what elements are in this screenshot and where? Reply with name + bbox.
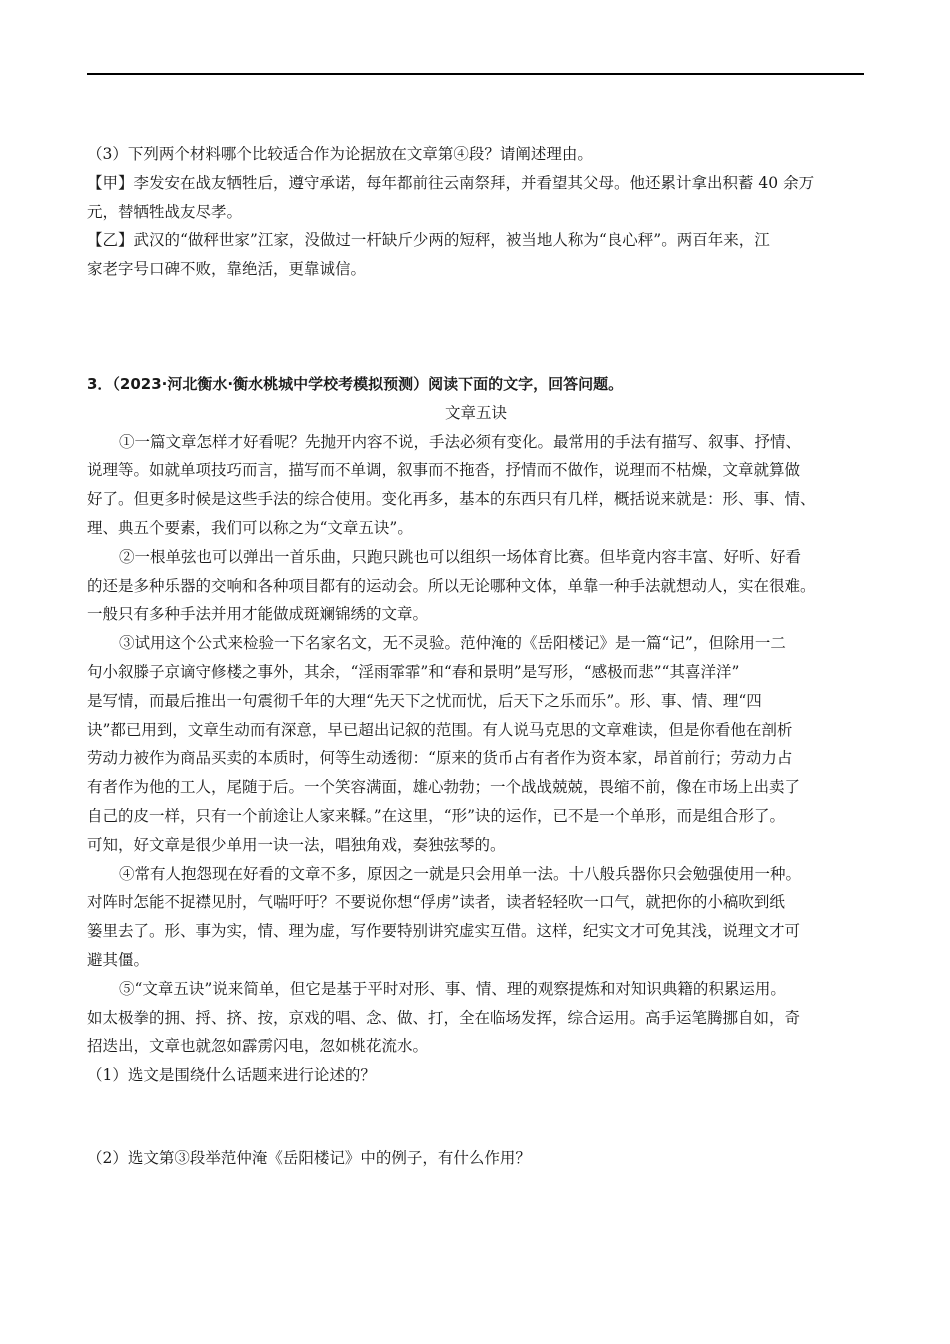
paragraph-line: 招迭出，文章也就忽如霹雳闪电，忽如桃花流水。 — [87, 1037, 429, 1056]
material-b-line-2: 家老字号口碑不败，靠绝活，更靠诚信。 — [87, 260, 367, 279]
document-body — [87, 140, 865, 1173]
paragraph-line: 篓里去了。形、事为实，情、理为虚，写作要特别讲究虚实互借。这样，纪实文才可免其浅，说理文才可 — [87, 922, 801, 941]
paragraph-line: 有者作为他的工人，尾随于后。一个笑容满面，雄心勃勃；一个战战兢兢，畏缩不前，像在市场上出卖了 — [87, 778, 801, 797]
material-a-line-2: 元，替牺牲战友尽孝。 — [87, 202, 243, 221]
paragraph-line: 句小叙滕子京谪守修楼之事外，其余，“淫雨霏霏”和“春和景明”是写形，“感极而悲”“其喜洋洋” — [87, 662, 740, 681]
paragraph-line: 一般只有多种手法并用才能做成斑斓锦绣的文章。 — [87, 605, 429, 624]
paragraph-line: 好了。但更多时候是这些手法的综合使用。变化再多，基本的东西只有几样，概括说来就是：形、事、情、 — [87, 490, 816, 509]
paragraph-line: ③试用这个公式来检验一下名家名文，无不灵验。范仲淹的《岳阳楼记》是一篇“记”，但除用一二 — [119, 634, 786, 653]
paragraph-line: ④常有人抱怨现在好看的文章不多，原因之一就是只会用单一法。十八般兵器你只会勉强使用一种。 — [119, 864, 802, 883]
paragraph-line: ②一根单弦也可以弹出一首乐曲，只跑只跳也可以组织一场体育比赛。但毕竟内容丰富、好听、好看 — [119, 547, 802, 566]
paragraph-line: 是写情，而最后推出一句震彻千年的大理“先天下之忧而忧，后天下之乐而乐”。形、事、情、理“四 — [87, 691, 762, 710]
problem-heading: 3．（2023·河北衡水·衡水桃城中学校考模拟预测）阅读下面的文字，回答问题。 — [87, 374, 624, 393]
paragraph-line: ①一篇文章怎样才好看呢？先抛开内容不说，手法必须有变化。最常用的手法有描写、叙事、抒情、 — [119, 432, 802, 451]
paragraph-line: 理、典五个要素，我们可以称之为“文章五诀”。 — [87, 518, 413, 537]
paragraph-line: 劳动力被作为商品买卖的本质时，何等生动透彻：“原来的货币占有者作为资本家，昂首前行；劳动力占 — [87, 749, 793, 768]
paragraph-1 — [87, 428, 865, 543]
paragraph-2 — [87, 543, 865, 629]
paragraph-5 — [87, 975, 865, 1061]
material-a-line-1: 【甲】李发安在战友牺牲后，遵守承诺，每年都前往云南祭拜，并看望其父母。他还累计拿出积蓄 40 余万 — [87, 173, 815, 192]
previous-question-3 — [87, 140, 865, 284]
sub-question-1: （1）选文是围绕什么话题来进行论述的？ — [87, 1066, 376, 1085]
paragraph-3 — [87, 629, 865, 859]
paragraph-line: 诀”都已用到，文章生动而有深意，早已超出记叙的范围。有人说马克思的文章难读，但是你看他在剖析 — [87, 720, 793, 739]
paragraph-line: ⑤“文章五诀”说来简单，但它是基于平时对形、事、情、理的观察提炼和对知识典籍的积累运用。 — [119, 979, 786, 998]
article-title: 文章五诀 — [444, 403, 507, 422]
paragraph-line: 自己的皮一样，只有一个前途让人家来鞣。”在这里，“形”诀的运作，已不是一个单形，而是组合形了。 — [87, 806, 786, 825]
header-rule — [87, 73, 864, 75]
paragraph-line: 说理等。如就单项技巧而言，描写而不单调，叙事而不拖沓，抒情而不做作，说理而不枯燥，文章就算做 — [87, 461, 801, 480]
paragraph-line: 的还是多种乐器的交响和各种项目都有的运动会。所以无论哪种文体，单靠一种手法就想动人，实在很难。 — [87, 576, 816, 595]
question-prompt: （3）下列两个材料哪个比较适合作为论据放在文章第④段？请阐述理由。 — [87, 145, 593, 163]
sub-question-2: （2）选文第③段举范仲淹《岳阳楼记》中的例子，有什么作用？ — [87, 1148, 531, 1167]
paragraph-4 — [87, 860, 865, 975]
material-b-line-1: 【乙】武汉的“做秤世家”江家，没做过一杆缺斤少两的短秤，被当地人称为“良心秤”。两百年来，江 — [87, 231, 770, 250]
paragraph-line: 对阵时怎能不捉襟见肘，气喘吁吁？不要说你想“俘虏”读者，读者轻轻吹一口气，就把你的小稿吹到纸 — [87, 893, 785, 912]
paragraph-line: 可知，好文章是很少单用一诀一法，唱独角戏，奏独弦琴的。 — [87, 835, 506, 854]
paragraph-line: 如太极拳的拥、捋、挤、按，京戏的唱、念、做、打，全在临场发挥，综合运用。高手运笔腾挪自如，奇 — [87, 1008, 801, 1027]
paragraph-line: 避其僵。 — [87, 950, 150, 969]
